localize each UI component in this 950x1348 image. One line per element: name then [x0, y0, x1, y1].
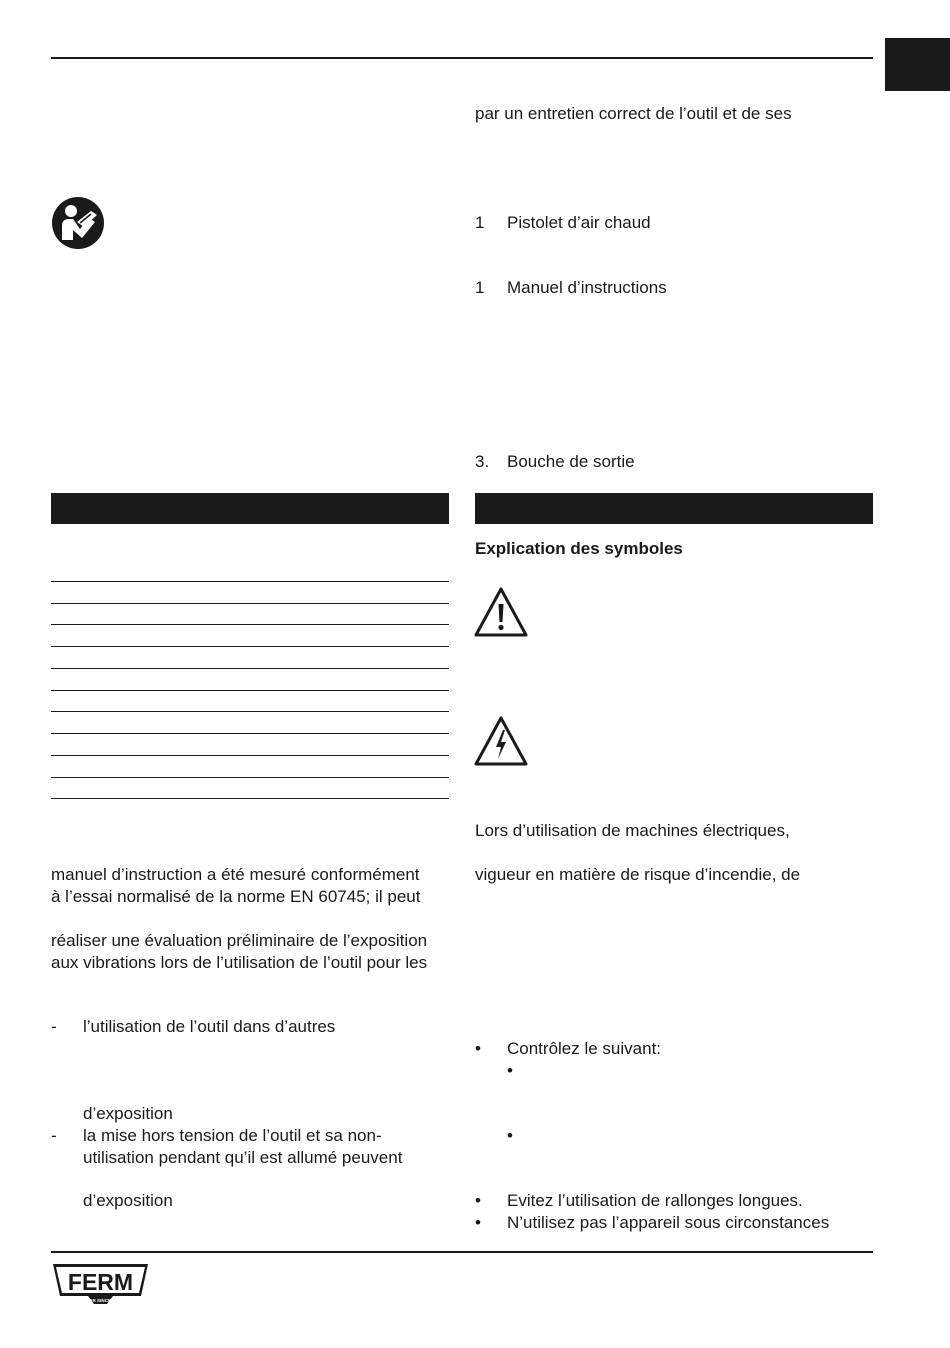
- vibration-text-line: réaliser une évaluation préliminaire de l’exposition: [51, 931, 428, 950]
- table-row-divider: [51, 668, 449, 669]
- item-label: Pistolet d’air chaud: [507, 213, 651, 232]
- dash-marker: -: [51, 1126, 57, 1145]
- logo-wordmark: FERM: [67, 1269, 134, 1295]
- table-row-divider: [51, 646, 449, 647]
- section-bar-right: [475, 493, 873, 524]
- table-row-divider: [51, 711, 449, 712]
- table-row-divider: [51, 798, 449, 799]
- check-label: Contrôlez le suivant:: [507, 1039, 662, 1058]
- read-manual-icon: [51, 196, 105, 250]
- table-row-divider: [51, 733, 449, 734]
- logo-tagline: POWER SINCE 1949: [78, 1298, 123, 1303]
- dash-item-continuation: d’exposition: [83, 1191, 173, 1210]
- vibration-text-line: à l’essai normalisé de la norme EN 60745; il peut: [51, 887, 421, 906]
- dash-item-continuation: d’exposition: [83, 1104, 173, 1123]
- bullet-marker: •: [475, 1039, 481, 1058]
- section-bar-left: [51, 493, 449, 524]
- item-number: 1: [475, 213, 485, 232]
- dash-item-text: l’utilisation de l’outil dans d’autres: [83, 1017, 336, 1036]
- sub-bullet-marker: •: [507, 1061, 513, 1080]
- sub-bullet-marker: •: [507, 1126, 513, 1145]
- language-tab: [885, 38, 950, 91]
- intro-line: par un entretien correct de l’outil et de ses: [475, 104, 792, 123]
- electric-safety-line: vigueur en matière de risque d’incendie, de: [475, 865, 801, 884]
- ferm-logo: [51, 1262, 150, 1306]
- table-row-divider: [51, 690, 449, 691]
- electric-safety-line: Lors d’utilisation de machines électriques,: [475, 821, 790, 840]
- vibration-text-line: manuel d’instruction a été mesuré conformément: [51, 865, 420, 884]
- item-label: Bouche de sortie: [507, 452, 635, 471]
- table-row-divider: [51, 624, 449, 625]
- warning-triangle-icon: [473, 585, 529, 639]
- vibration-text-line: aux vibrations lors de l’utilisation de l’outil pour les: [51, 953, 428, 972]
- table-row-divider: [51, 581, 449, 582]
- table-row-divider: [51, 603, 449, 604]
- dash-item-text: utilisation pendant qu’il est allumé peuvent: [83, 1148, 403, 1167]
- item-number: 1: [475, 278, 485, 297]
- table-row-divider: [51, 777, 449, 778]
- table-row-divider: [51, 755, 449, 756]
- footer-rule: [51, 1251, 873, 1253]
- dash-item-text: la mise hors tension de l’outil et sa non-: [83, 1126, 382, 1145]
- item-label: Manuel d’instructions: [507, 278, 667, 297]
- header-rule: [51, 57, 873, 59]
- bullet-marker: •: [475, 1213, 481, 1232]
- bullet-marker: •: [475, 1191, 481, 1210]
- dash-marker: -: [51, 1017, 57, 1036]
- electric-hazard-icon: [473, 714, 529, 768]
- bullet-text: N’utilisez pas l’appareil sous circonstances: [507, 1213, 830, 1232]
- bullet-text: Evitez l’utilisation de rallonges longues.: [507, 1191, 803, 1210]
- item-number: 3.: [475, 452, 490, 471]
- symbols-heading: Explication des symboles: [475, 539, 683, 558]
